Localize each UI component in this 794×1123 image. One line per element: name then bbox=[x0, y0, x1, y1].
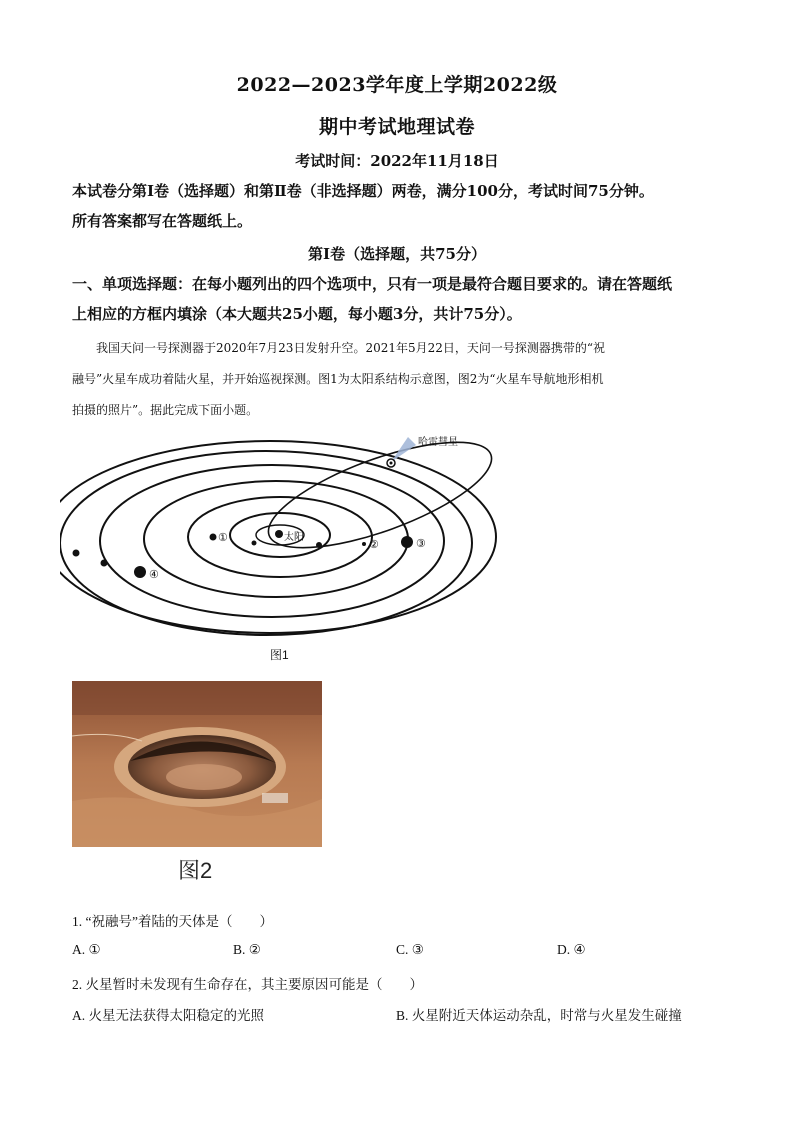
figure2-caption: 图2 bbox=[178, 858, 213, 883]
passage-line2: 融号”火星车成功着陆火星，并开始巡视探测。图1为太阳系结构示意图，图2为“火星车导航地形相机 bbox=[72, 372, 604, 386]
passage-line1: 我国天问一号探测器于2020年7月23日发射升空。2021年5月22日，天问一号探测器携带的“祝 bbox=[96, 341, 606, 355]
marker-1-label: ① bbox=[218, 532, 228, 544]
planet-marker-1 bbox=[210, 534, 217, 541]
passage-line3: 拍摄的照片”。据此完成下面小题。 bbox=[72, 403, 259, 417]
planet-marker-4 bbox=[134, 566, 146, 578]
q1-option-b[interactable]: B. ② bbox=[233, 942, 261, 957]
exam-time: 考试时间：2022年11月18日 bbox=[295, 152, 499, 170]
section1-heading-line2: 上相应的方框内填涂（本大题共25小题，每小题3分，共计75分）。 bbox=[72, 305, 522, 323]
question-1-stem: 1. “祝融号”着陆的天体是（ ） bbox=[72, 914, 273, 929]
q1-option-d[interactable]: D. ④ bbox=[557, 942, 586, 957]
section1-heading bbox=[72, 269, 722, 329]
instructions-line1: 本试卷分第Ⅰ卷（选择题）和第Ⅱ卷（非选择题）两卷，满分100分，考试时间75分钟。 bbox=[72, 182, 654, 200]
comet-tail bbox=[391, 437, 416, 462]
planet-outer-2 bbox=[73, 550, 80, 557]
q2-option-b[interactable]: B. 火星附近天体运动杂乱，时常与火星发生碰撞 bbox=[396, 1008, 682, 1023]
q1-option-a[interactable]: A. ① bbox=[72, 942, 101, 957]
solar-system-diagram bbox=[60, 425, 510, 665]
exam-title-line2: 期中考试地理试卷 bbox=[318, 116, 475, 138]
planet-near-sun bbox=[252, 541, 257, 546]
marker-2-label: ② bbox=[369, 539, 379, 551]
sun-label: 太阳 bbox=[284, 532, 304, 543]
planet-on-orbit-2 bbox=[362, 542, 366, 546]
section1-title: 第Ⅰ卷（选择题，共75分） bbox=[308, 245, 486, 263]
crater-photo bbox=[72, 681, 322, 847]
section1-heading-line1: 一、单项选择题：在每小题列出的四个选项中，只有一项是最符合题目要求的。请在答题纸 bbox=[72, 275, 673, 293]
question-2-stem: 2. 火星暂时未发现有生命存在，其主要原因可能是（ ） bbox=[72, 977, 423, 992]
instructions-line2: 所有答案都写在答题纸上。 bbox=[72, 212, 253, 230]
sun bbox=[275, 530, 283, 538]
planet-outer-1 bbox=[101, 560, 108, 567]
marker-4-label: ④ bbox=[149, 569, 159, 581]
comet-label: 哈雷彗星 bbox=[418, 437, 458, 448]
q1-option-c[interactable]: C. ③ bbox=[396, 942, 424, 957]
marker-3-label: ③ bbox=[416, 538, 426, 550]
instructions bbox=[72, 176, 722, 236]
q2-option-a[interactable]: A. 火星无法获得太阳稳定的光照 bbox=[72, 1008, 264, 1023]
exam-title-line1: 2022—2023学年度上学期2022级 bbox=[236, 74, 558, 96]
planet-marker-2 bbox=[316, 542, 322, 548]
planet-marker-3 bbox=[401, 536, 413, 548]
figure1-caption: 图1 bbox=[270, 648, 289, 662]
passage bbox=[72, 333, 724, 426]
